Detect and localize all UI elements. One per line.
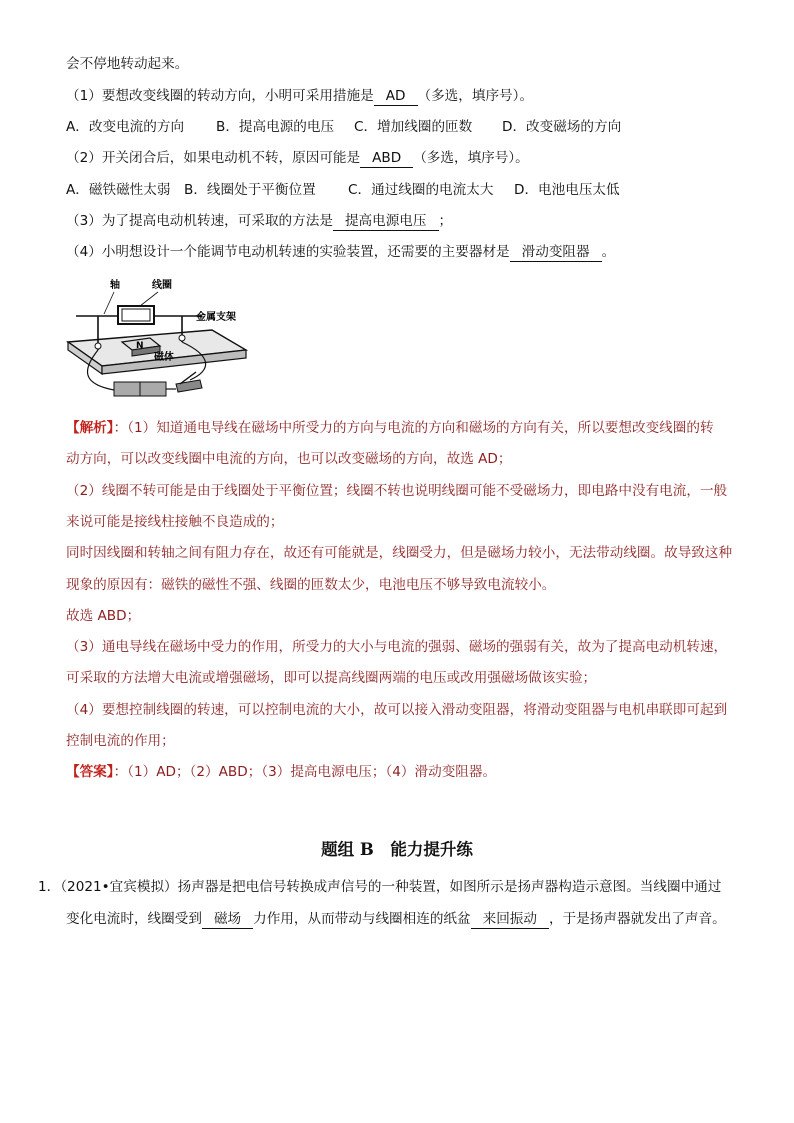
question-b1-mid: 力作用，从而带动与线圈相连的纸盆 bbox=[253, 911, 471, 927]
battery-2 bbox=[140, 382, 166, 396]
analysis-line-5: 同时因线圈和转轴之间有阻力存在，故还有可能就是，线圈受力，但是磁场力较小，无法带动线圈。故导致这种 bbox=[66, 545, 733, 561]
answer-text: ：（1）AD；（2）ABD；（3）提高电源电压；（4）滑动变阻器。 bbox=[113, 764, 497, 780]
analysis-line-9: 可采取的方法增大电流或增强磁场，即可以提高线圈两端的电压或改用强磁场做该实验； bbox=[66, 670, 597, 686]
question-b1-blank-1: 磁场 bbox=[202, 911, 253, 929]
q1-answer: AD bbox=[374, 88, 418, 106]
analysis-text-0: ：（1）知道通电导线在磁场中所受力的方向与电流的方向和磁场的方向有关，所以要想改变线圈的转 bbox=[113, 420, 714, 436]
q2-option-d: D．电池电压太低 bbox=[514, 182, 620, 198]
analysis-line-10: （4）要想控制线圈的转速，可以控制电流的大小，故可以接入滑动变阻器，将滑动变阻器与电机串联即可起到 bbox=[66, 702, 728, 718]
right-terminal bbox=[179, 335, 185, 341]
q1-suffix: （多选，填序号）。 bbox=[417, 88, 534, 104]
q2-suffix: （多选，填序号）。 bbox=[413, 150, 529, 166]
label-bracket: 金属支架 bbox=[196, 312, 236, 323]
question-b1-line-2 bbox=[66, 909, 726, 929]
analysis-line-1 bbox=[66, 418, 714, 438]
q1-option-b: B．提高电源的电压 bbox=[216, 119, 335, 135]
q4-prefix: （4）小明想设计一个能调节电动机转速的实验装置，还需要的主要器材是 bbox=[66, 244, 510, 260]
analysis-line-2: 动方向，可以改变线圈中电流的方向，也可以改变磁场的方向，故选 AD； bbox=[66, 451, 512, 467]
analysis-line-7: 故选 ABD； bbox=[66, 608, 141, 624]
answer-tag: 【答案】 bbox=[66, 764, 114, 780]
left-terminal bbox=[95, 343, 101, 349]
question-3-line bbox=[66, 211, 452, 231]
label-coil: 线圈 bbox=[152, 280, 172, 291]
motor-apparatus-figure bbox=[62, 272, 252, 404]
analysis-line-3: （2）线圈不转可能是由于线圈处于平衡位置；线圈不转也说明线圈可能不受磁场力，即电路中没有电流，一般 bbox=[66, 483, 728, 499]
analysis-line-11: 控制电流的作用； bbox=[66, 733, 175, 749]
label-axis: 轴 bbox=[110, 280, 120, 291]
q4-suffix: 。 bbox=[601, 244, 616, 260]
answer-line bbox=[66, 762, 496, 782]
question-b1-text-1: （2021•宜宾模拟）扬声器是把电信号转换成声信号的一种装置，如图所示是扬声器构造示意图。当线圈中通过 bbox=[60, 879, 722, 895]
q2-option-b: B．线圈处于平衡位置 bbox=[184, 182, 316, 198]
section-title: 题组 B 能力提升练 bbox=[321, 840, 473, 859]
question-1-line bbox=[66, 86, 533, 106]
q2-options bbox=[66, 180, 620, 200]
q1-options bbox=[66, 117, 621, 137]
question-b1-prefix: 变化电流时，线圈受到 bbox=[66, 911, 202, 927]
question-b1-number: 1． bbox=[38, 879, 61, 895]
analysis-line-4: 来说可能是接线柱接触不良造成的； bbox=[66, 514, 284, 530]
q2-answer: ABD bbox=[360, 150, 413, 168]
q3-suffix: ； bbox=[438, 213, 453, 229]
q2-prefix: （2）开关闭合后，如果电动机不转，原因可能是 bbox=[66, 150, 361, 166]
battery-1 bbox=[114, 382, 140, 396]
q3-answer: 提高电源电压 bbox=[333, 213, 439, 231]
q2-option-a: A．磁铁磁性太弱 bbox=[66, 182, 171, 198]
q1-option-d: D．改变磁场的方向 bbox=[502, 119, 622, 135]
analysis-line-8: （3）通电导线在磁场中受力的作用，所受力的大小与电流的强弱、磁场的强弱有关，故为了提高电动机转速， bbox=[66, 639, 728, 655]
switch bbox=[176, 380, 202, 392]
q3-prefix: （3）为了提高电动机转速，可采取的方法是 bbox=[66, 213, 333, 229]
analysis-line-6: 现象的原因有：磁铁的磁性不强、线圈的匝数太少，电池电压不够导致电流较小。 bbox=[66, 577, 556, 593]
intro-text: 会不停地转动起来。 bbox=[66, 56, 189, 72]
question-b1-suffix: ，于是扬声器就发出了声音。 bbox=[549, 911, 726, 927]
q2-option-c: C．通过线圈的电流太大 bbox=[348, 182, 494, 198]
analysis-tag: 【解析】 bbox=[66, 420, 114, 436]
label-magnet: 磁体 bbox=[154, 352, 174, 363]
q1-option-a: A．改变电流的方向 bbox=[66, 119, 185, 135]
question-b1-line-1 bbox=[38, 877, 721, 897]
question-4-line bbox=[66, 242, 615, 262]
q1-option-c: C．增加线圈的匝数 bbox=[354, 119, 473, 135]
q4-answer: 滑动变阻器 bbox=[510, 244, 602, 262]
question-2-line bbox=[66, 148, 529, 168]
q1-prefix: （1）要想改变线圈的转动方向，小明可采用措施是 bbox=[66, 88, 374, 104]
label-pole: N bbox=[136, 341, 144, 351]
question-b1-blank-2: 来回振动 bbox=[471, 911, 549, 929]
